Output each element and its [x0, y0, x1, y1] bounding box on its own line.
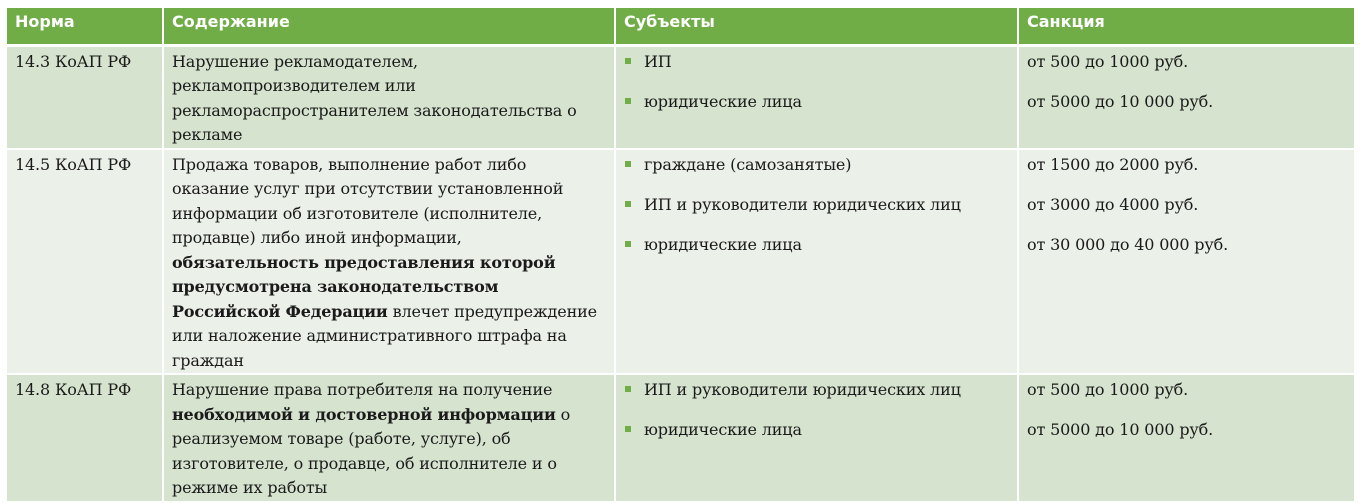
norm-cell: 14.8 КоАП РФ	[7, 374, 163, 502]
square-bullet-icon	[625, 241, 631, 247]
sanction-amount: от 30 000 до 40 000 руб.	[1027, 234, 1229, 254]
subject-label: ИП и руководители юридических лиц	[644, 380, 961, 399]
sanction-amount: от 5000 до 10 000 руб.	[1027, 91, 1214, 111]
subject-label: юридические лица	[644, 420, 802, 439]
content-text: о реализуемом товаре (работе, услуге), об изготовителе, о продавце, об исполнителе и о режиме их работы	[172, 404, 571, 497]
table-row	[7, 45, 1354, 149]
sanction-amount: от 1500 до 2000 руб.	[1027, 154, 1199, 174]
sanction-cell	[1018, 374, 1354, 502]
list-item	[624, 233, 1009, 258]
subjects-list	[624, 378, 1009, 443]
sanctions-table-container	[7, 8, 1354, 503]
header-sanction: Санкция	[1018, 8, 1354, 45]
norm-cell: 14.5 КоАП РФ	[7, 149, 163, 375]
subject-label: юридические лица	[644, 234, 802, 254]
square-bullet-icon	[625, 426, 631, 432]
subjects-cell	[615, 45, 1018, 149]
sanction-amount: от 500 до 1000 руб.	[1027, 51, 1189, 71]
square-bullet-icon	[625, 201, 631, 207]
subjects-list	[624, 50, 1009, 115]
list-item	[624, 153, 1009, 178]
list-item	[624, 90, 1009, 115]
sanctions-table	[7, 8, 1354, 503]
sanction-amount: от 5000 до 10 000 руб.	[1027, 420, 1214, 439]
subject-label: юридические лица	[644, 91, 802, 111]
header-subjects: Субъекты	[615, 8, 1018, 45]
content-text: влечет предупреждение или наложение административного штрафа на граждан	[172, 301, 597, 370]
sanction-cell	[1018, 149, 1354, 375]
content-text: Нарушение права потребителя на получение	[172, 380, 553, 399]
subjects-cell	[615, 149, 1018, 375]
square-bullet-icon	[625, 161, 631, 167]
table-row	[7, 374, 1354, 502]
subject-label: граждане (самозанятые)	[644, 154, 852, 174]
sanction-amount: от 3000 до 4000 руб.	[1027, 194, 1199, 214]
subject-label: ИП и руководители юридических лиц	[644, 194, 961, 214]
content-cell	[163, 149, 615, 375]
sanction-amount: от 500 до 1000 руб.	[1027, 380, 1189, 399]
square-bullet-icon	[625, 58, 631, 64]
content-cell	[163, 374, 615, 502]
list-item	[624, 418, 1009, 443]
content-bold-text: необходимой и достоверной информации	[172, 404, 556, 424]
sanction-cell	[1018, 45, 1354, 149]
square-bullet-icon	[625, 386, 631, 392]
table-header-row	[7, 8, 1354, 45]
content-text: Нарушение рекламодателем, рекламопроизводителем или рекламораспространителем законодательства о рекламе	[172, 51, 577, 144]
table-row	[7, 149, 1354, 375]
square-bullet-icon	[625, 98, 631, 104]
subjects-list	[624, 153, 1009, 258]
list-item	[624, 50, 1009, 75]
content-bold-text: обязательность предоставления которой предусмотрена законодательством Российской Федерации	[172, 252, 556, 321]
content-cell	[163, 45, 615, 149]
list-item	[624, 378, 1009, 403]
content-text: Продажа товаров, выполнение работ либо оказание услуг при отсутствии установленной информации об изготовителе (исполнителе, продавце) либо иной информации,	[172, 154, 564, 247]
header-content: Содержание	[163, 8, 615, 45]
norm-cell: 14.3 КоАП РФ	[7, 45, 163, 149]
subject-label: ИП	[644, 51, 672, 71]
header-norm: Норма	[7, 8, 163, 45]
list-item	[624, 193, 1009, 218]
subjects-cell	[615, 374, 1018, 502]
